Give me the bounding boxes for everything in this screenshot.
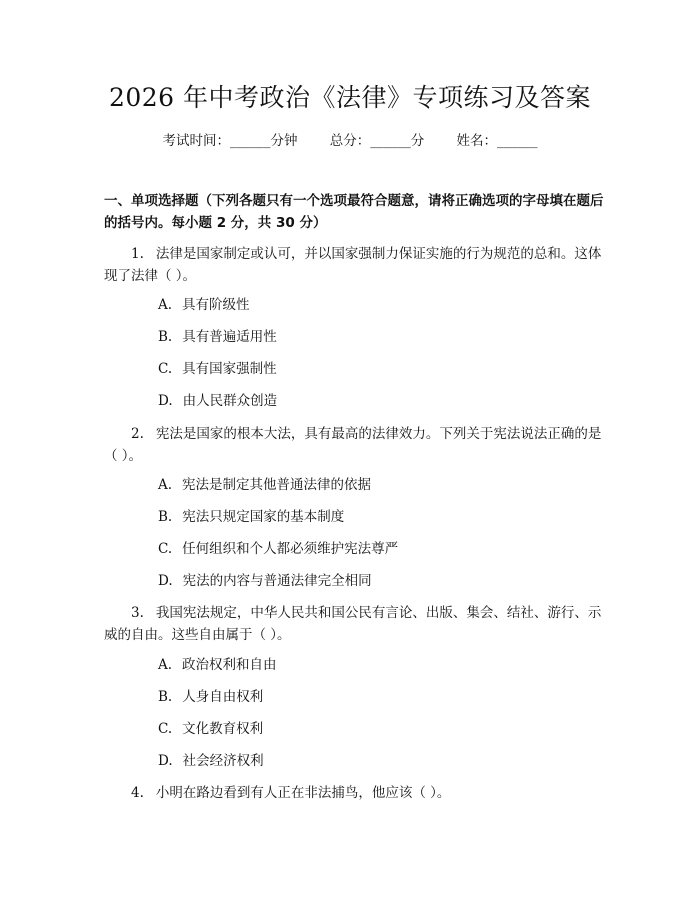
option-text: 具有普遍适用性 xyxy=(182,329,277,345)
question-text: 我国宪法规定，中华人民共和国公民有言论、出版、集会、结社、游行、示威的自由。这些自由属于（ ）。 xyxy=(104,605,602,643)
question-number: 2. xyxy=(131,426,144,442)
option-letter: A. xyxy=(158,297,173,313)
option-text: 具有国家强制性 xyxy=(182,361,277,377)
option-text: 文化教育权利 xyxy=(182,721,264,737)
question-number: 4. xyxy=(131,785,144,801)
option-letter: D. xyxy=(158,753,173,769)
option-text: 宪法只规定国家的基本制度 xyxy=(182,509,345,525)
option-3c xyxy=(158,719,263,739)
option-letter: A. xyxy=(158,657,173,673)
option-1c xyxy=(158,359,277,379)
question-3 xyxy=(104,602,604,646)
option-2a xyxy=(158,475,371,495)
student-name: 姓名：______ xyxy=(456,133,538,149)
option-3d xyxy=(158,751,264,771)
question-1 xyxy=(104,243,604,287)
question-4 xyxy=(104,782,604,804)
question-2 xyxy=(104,423,604,467)
question-number: 1. xyxy=(131,246,144,262)
option-letter: B. xyxy=(158,689,173,705)
total-score: 总分：______分 xyxy=(329,133,425,149)
option-letter: C. xyxy=(158,361,173,377)
question-number: 3. xyxy=(131,605,144,621)
question-text: 小明在路边看到有人正在非法捕鸟，他应该（ ）。 xyxy=(155,785,451,801)
option-text: 由人民群众创造 xyxy=(182,393,278,409)
option-2d xyxy=(158,571,372,591)
question-text: 法律是国家制定或认可，并以国家强制力保证实施的行为规范的总和。这体现了法律（ ）。 xyxy=(104,246,602,284)
option-letter: B. xyxy=(158,509,173,525)
option-letter: C. xyxy=(158,721,173,737)
option-letter: D. xyxy=(158,573,173,589)
option-1d xyxy=(158,391,277,411)
option-letter: C. xyxy=(158,541,173,557)
option-text: 宪法是制定其他普通法律的依据 xyxy=(182,477,372,493)
option-text: 政治权利和自由 xyxy=(182,657,277,673)
option-text: 社会经济权利 xyxy=(182,753,264,769)
question-text: 宪法是国家的根本大法，具有最高的法律效力。下列关于宪法说法正确的是（ ）。 xyxy=(104,426,602,464)
option-text: 宪法的内容与普通法律完全相同 xyxy=(182,573,372,589)
option-1b xyxy=(158,327,277,347)
option-text: 人身自由权利 xyxy=(182,689,264,705)
option-letter: B. xyxy=(158,329,173,345)
option-2c xyxy=(158,539,398,559)
option-3a xyxy=(158,655,277,675)
exam-meta xyxy=(0,131,700,151)
option-text: 具有阶级性 xyxy=(182,297,250,313)
option-letter: D. xyxy=(158,393,173,409)
option-text: 任何组织和个人都必须维护宪法尊严 xyxy=(182,541,399,557)
option-2b xyxy=(158,507,344,527)
option-letter: A. xyxy=(158,477,173,493)
option-3b xyxy=(158,687,263,707)
document-title: 2026 年中考政治《法律》专项练习及答案 xyxy=(108,83,592,112)
section-heading: 一、单项选择题（下列各题只有一个选项最符合题意，请将正确选项的字母填在题后的括号内。每小题 2 分，共 30 分） xyxy=(104,193,604,231)
option-1a xyxy=(158,295,250,315)
exam-time: 考试时间：______分钟 xyxy=(162,133,298,149)
